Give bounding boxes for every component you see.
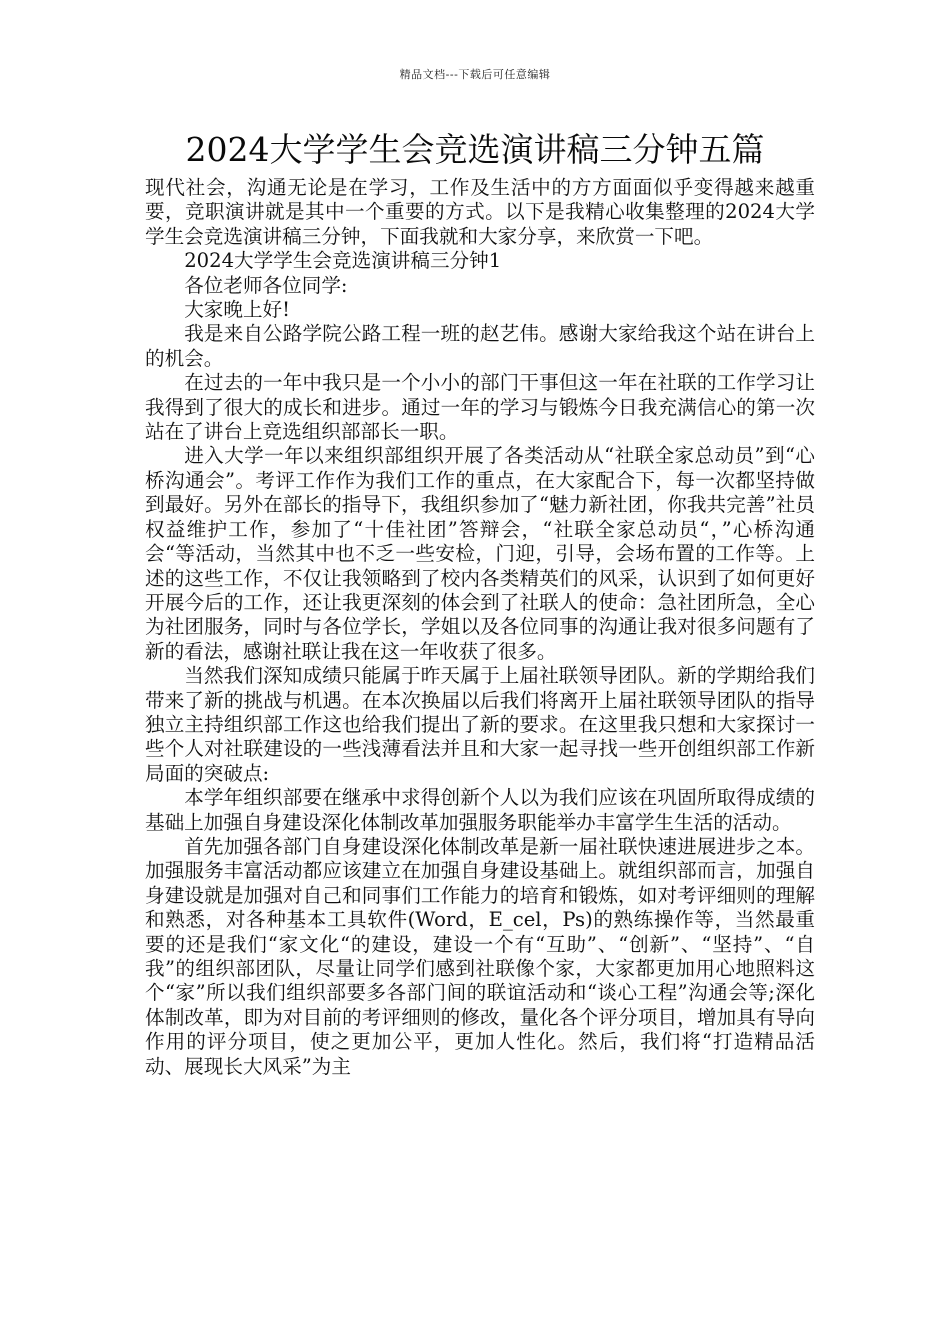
greeting: 大家晚上好! [184, 298, 291, 322]
paragraph-intro: 现代社会，沟通无论是在学习，工作及生活中的方方面面似乎变得越来越重要，竞职演讲就是其中一个重要的方式。以下是我精心收集整理的2024大学学生会竞选演讲稿三分钟，下面我就和大家分享，来欣赏一下吧。 [145, 176, 815, 248]
salutation: 各位老师各位同学: [184, 273, 348, 297]
paragraph: 进入大学一年以来组织部组织开展了各类活动从“社联全家总动员”到“心桥沟通会”。考评工作作为我们工作的重点，在大家配合下，每一次都坚持做到最好。另外在部长的指导下，我组织参加了“魅力新社团，你我共完善”社员权益维护工作，参加了“十佳社团”答辩会，“社联全家总动员“，”心桥沟通会“等活动，当然其中也不乏一些安检，门迎，引导，会场布置的工作等。上述的这些工作，不仅让我领略到了校内各类精英们的风采，认识到了如何更好开展今后的工作，还让我更深刻的体会到了社联人的使命：急社团所急，全心为社团服务，同时与各位学长，学姐以及各位同事的沟通让我对很多问题有了新的看法，感谢社联让我在这一年收获了很多。 [145, 444, 815, 663]
header-note: 精品文档---下载后可任意编辑 [399, 68, 551, 81]
paragraph: 首先加强各部门自身建设深化体制改革是新一届社联快速进展进步之本。加强服务丰富活动都应该建立在加强自身建设基础上。就组织部而言，加强自身建设就是加强对自己和同事们工作能力的培育和锻炼，如对考评细则的理解和熟悉，对各种基本工具软件(Word，E_cel，Ps)的熟练操作等，当然最重要的还是我们“家文化“的建设，建设一个有“互助”、“创新”、“坚持”、“自我”的组织部团队，尽量让同学们感到社联像个家，大家都更加用心地照料这个“家”所以我们组织部要多各部门间的联谊活动和“谈心工程”沟通会等;深化体制改革，即为对目前的考评细则的修改，量化各个评分项目，增加具有导向作用的评分项目，使之更加公平，更加人性化。然后，我们将“打造精品活动、展现长大风采”为主 [145, 834, 815, 1078]
paragraph: 本学年组织部要在继承中求得创新个人以为我们应该在巩固所取得成绩的基础上加强自身建设深化体制改革加强服务职能举办丰富学生生活的活动。 [145, 786, 815, 834]
document-title: 2024大学学生会竞选演讲稿三分钟五篇 [185, 130, 765, 169]
paragraph: 在过去的一年中我只是一个小小的部门干事但这一年在社联的工作学习让我得到了很大的成长和进步。通过一年的学习与锻炼今日我充满信心的第一次站在了讲台上竞选组织部部长一职。 [145, 371, 815, 444]
section-heading: 2024大学学生会竞选演讲稿三分钟1 [184, 249, 502, 273]
paragraph: 当然我们深知成绩只能属于昨天属于上届社联领导团队。新的学期给我们带来了新的挑战与机遇。在本次换届以后我们将离开上届社联领导团队的指导独立主持组织部工作这也给我们提出了新的要求。在这里我只想和大家探讨一些个人对社联建设的一些浅薄看法并且和大家一起寻找一些开创组织部工作新局面的突破点: [145, 664, 815, 785]
paragraph: 我是来自公路学院公路工程一班的赵艺伟。感谢大家给我这个站在讲台上的机会。 [145, 322, 815, 370]
document-body [145, 176, 815, 1079]
